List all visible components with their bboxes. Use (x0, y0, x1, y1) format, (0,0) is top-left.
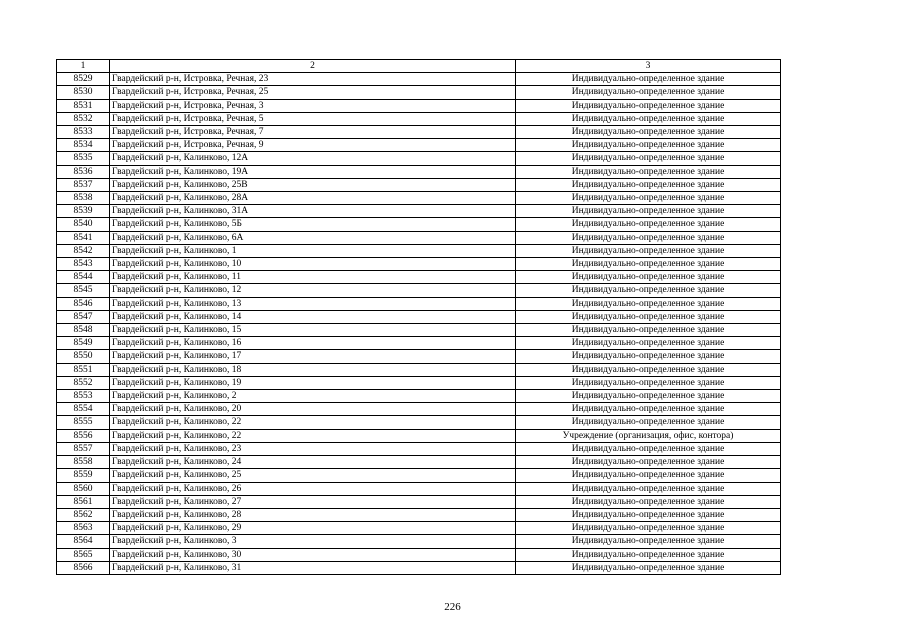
object-type-cell: Индивидуально-определенное здание (516, 403, 781, 416)
row-number-cell: 8558 (57, 456, 110, 469)
row-number-cell: 8556 (57, 429, 110, 442)
table-row (57, 310, 781, 323)
address-cell: Гвардейский р-н, Калинково, 12А (110, 152, 516, 165)
table-row (57, 231, 781, 244)
table-row (57, 178, 781, 191)
row-number-cell: 8553 (57, 390, 110, 403)
address-cell: Гвардейский р-н, Калинково, 24 (110, 456, 516, 469)
row-number-cell: 8562 (57, 508, 110, 521)
object-type-cell: Индивидуально-определенное здание (516, 337, 781, 350)
table-row (57, 403, 781, 416)
row-number-cell: 8543 (57, 258, 110, 271)
address-cell: Гвардейский р-н, Калинково, 29 (110, 522, 516, 535)
document-page (56, 59, 780, 575)
table-row (57, 218, 781, 231)
object-type-cell: Индивидуально-определенное здание (516, 178, 781, 191)
address-cell: Гвардейский р-н, Калинково, 19 (110, 376, 516, 389)
object-type-cell: Учреждение (организация, офис, контора) (516, 429, 781, 442)
object-type-cell: Индивидуально-определенное здание (516, 548, 781, 561)
row-number-cell: 8566 (57, 561, 110, 574)
address-cell: Гвардейский р-н, Калинково, 19А (110, 165, 516, 178)
table-row (57, 376, 781, 389)
address-cell: Гвардейский р-н, Истровка, Речная, 7 (110, 126, 516, 139)
address-cell: Гвардейский р-н, Калинково, 12 (110, 284, 516, 297)
address-cell: Гвардейский р-н, Истровка, Речная, 25 (110, 86, 516, 99)
table-row (57, 456, 781, 469)
row-number-cell: 8559 (57, 469, 110, 482)
table-row (57, 561, 781, 574)
row-number-cell: 8535 (57, 152, 110, 165)
row-number-cell: 8532 (57, 112, 110, 125)
object-type-cell: Индивидуально-определенное здание (516, 522, 781, 535)
object-type-cell: Индивидуально-определенное здание (516, 258, 781, 271)
address-cell: Гвардейский р-н, Калинково, 22 (110, 429, 516, 442)
row-number-cell: 8563 (57, 522, 110, 535)
row-number-cell: 8549 (57, 337, 110, 350)
table-row (57, 73, 781, 86)
table-row (57, 508, 781, 521)
table-row (57, 548, 781, 561)
address-cell: Гвардейский р-н, Калинково, 13 (110, 297, 516, 310)
table-row (57, 416, 781, 429)
address-cell: Гвардейский р-н, Калинково, 28А (110, 192, 516, 205)
row-number-cell: 8551 (57, 363, 110, 376)
row-number-cell: 8539 (57, 205, 110, 218)
table-row (57, 297, 781, 310)
table-row (57, 112, 781, 125)
address-cell: Гвардейский р-н, Калинково, 17 (110, 350, 516, 363)
row-number-cell: 8546 (57, 297, 110, 310)
address-cell: Гвардейский р-н, Истровка, Речная, 5 (110, 112, 516, 125)
row-number-cell: 8548 (57, 324, 110, 337)
object-type-cell: Индивидуально-определенное здание (516, 244, 781, 257)
address-cell: Гвардейский р-н, Истровка, Речная, 9 (110, 139, 516, 152)
object-type-cell: Индивидуально-определенное здание (516, 152, 781, 165)
address-cell: Гвардейский р-н, Калинково, 20 (110, 403, 516, 416)
object-type-cell: Индивидуально-определенное здание (516, 231, 781, 244)
table-row (57, 363, 781, 376)
table-row (57, 390, 781, 403)
row-number-cell: 8529 (57, 73, 110, 86)
object-type-cell: Индивидуально-определенное здание (516, 363, 781, 376)
object-type-cell: Индивидуально-определенное здание (516, 482, 781, 495)
row-number-cell: 8564 (57, 535, 110, 548)
object-type-cell: Индивидуально-определенное здание (516, 284, 781, 297)
table-row (57, 86, 781, 99)
table-body (57, 73, 781, 575)
table-header-row (57, 60, 781, 73)
table-row (57, 469, 781, 482)
address-cell: Гвардейский р-н, Калинково, 30 (110, 548, 516, 561)
address-cell: Гвардейский р-н, Калинково, 25В (110, 178, 516, 191)
row-number-cell: 8533 (57, 126, 110, 139)
table-row (57, 337, 781, 350)
registry-table (56, 59, 781, 575)
row-number-cell: 8541 (57, 231, 110, 244)
row-number-cell: 8547 (57, 310, 110, 323)
row-number-cell: 8565 (57, 548, 110, 561)
row-number-cell: 8554 (57, 403, 110, 416)
table-row (57, 258, 781, 271)
object-type-cell: Индивидуально-определенное здание (516, 165, 781, 178)
page-number: 226 (444, 601, 461, 613)
row-number-cell: 8550 (57, 350, 110, 363)
row-number-cell: 8560 (57, 482, 110, 495)
object-type-cell: Индивидуально-определенное здание (516, 350, 781, 363)
object-type-cell: Индивидуально-определенное здание (516, 469, 781, 482)
table-row (57, 495, 781, 508)
table-row (57, 284, 781, 297)
object-type-cell: Индивидуально-определенное здание (516, 139, 781, 152)
object-type-cell: Индивидуально-определенное здание (516, 126, 781, 139)
table-row (57, 350, 781, 363)
address-cell: Гвардейский р-н, Калинково, 3 (110, 535, 516, 548)
table-row (57, 482, 781, 495)
address-cell: Гвардейский р-н, Калинково, 25 (110, 469, 516, 482)
object-type-cell: Индивидуально-определенное здание (516, 99, 781, 112)
object-type-cell: Индивидуально-определенное здание (516, 73, 781, 86)
object-type-cell: Индивидуально-определенное здание (516, 324, 781, 337)
table-row (57, 192, 781, 205)
object-type-cell: Индивидуально-определенное здание (516, 86, 781, 99)
table-row (57, 429, 781, 442)
table-row (57, 535, 781, 548)
address-cell: Гвардейский р-н, Калинково, 2 (110, 390, 516, 403)
row-number-cell: 8555 (57, 416, 110, 429)
row-number-cell: 8542 (57, 244, 110, 257)
row-number-cell: 8552 (57, 376, 110, 389)
object-type-cell: Индивидуально-определенное здание (516, 456, 781, 469)
header-cell-1: 1 (57, 60, 110, 73)
address-cell: Гвардейский р-н, Калинково, 16 (110, 337, 516, 350)
table-row (57, 244, 781, 257)
object-type-cell: Индивидуально-определенное здание (516, 561, 781, 574)
row-number-cell: 8540 (57, 218, 110, 231)
header-cell-2: 2 (110, 60, 516, 73)
object-type-cell: Индивидуально-определенное здание (516, 535, 781, 548)
address-cell: Гвардейский р-н, Калинково, 18 (110, 363, 516, 376)
object-type-cell: Индивидуально-определенное здание (516, 192, 781, 205)
object-type-cell: Индивидуально-определенное здание (516, 442, 781, 455)
row-number-cell: 8545 (57, 284, 110, 297)
address-cell: Гвардейский р-н, Истровка, Речная, 23 (110, 73, 516, 86)
row-number-cell: 8537 (57, 178, 110, 191)
object-type-cell: Индивидуально-определенное здание (516, 376, 781, 389)
address-cell: Гвардейский р-н, Калинково, 6А (110, 231, 516, 244)
address-cell: Гвардейский р-н, Калинково, 10 (110, 258, 516, 271)
object-type-cell: Индивидуально-определенное здание (516, 271, 781, 284)
table-row (57, 205, 781, 218)
address-cell: Гвардейский р-н, Калинково, 1 (110, 244, 516, 257)
table-row (57, 126, 781, 139)
object-type-cell: Индивидуально-определенное здание (516, 508, 781, 521)
object-type-cell: Индивидуально-определенное здание (516, 390, 781, 403)
object-type-cell: Индивидуально-определенное здание (516, 495, 781, 508)
address-cell: Гвардейский р-н, Калинково, 31А (110, 205, 516, 218)
table-row (57, 522, 781, 535)
address-cell: Гвардейский р-н, Калинково, 23 (110, 442, 516, 455)
table-row (57, 152, 781, 165)
row-number-cell: 8557 (57, 442, 110, 455)
table-row (57, 99, 781, 112)
row-number-cell: 8536 (57, 165, 110, 178)
row-number-cell: 8561 (57, 495, 110, 508)
table-row (57, 165, 781, 178)
object-type-cell: Индивидуально-определенное здание (516, 310, 781, 323)
object-type-cell: Индивидуально-определенное здание (516, 297, 781, 310)
address-cell: Гвардейский р-н, Калинково, 28 (110, 508, 516, 521)
address-cell: Гвардейский р-н, Калинково, 31 (110, 561, 516, 574)
header-cell-3: 3 (516, 60, 781, 73)
address-cell: Гвардейский р-н, Калинково, 26 (110, 482, 516, 495)
object-type-cell: Индивидуально-определенное здание (516, 112, 781, 125)
object-type-cell: Индивидуально-определенное здание (516, 416, 781, 429)
row-number-cell: 8538 (57, 192, 110, 205)
table-row (57, 139, 781, 152)
table-row (57, 324, 781, 337)
row-number-cell: 8534 (57, 139, 110, 152)
address-cell: Гвардейский р-н, Калинково, 27 (110, 495, 516, 508)
table-row (57, 271, 781, 284)
row-number-cell: 8544 (57, 271, 110, 284)
address-cell: Гвардейский р-н, Калинково, 22 (110, 416, 516, 429)
address-cell: Гвардейский р-н, Калинково, 5Б (110, 218, 516, 231)
address-cell: Гвардейский р-н, Калинково, 15 (110, 324, 516, 337)
row-number-cell: 8531 (57, 99, 110, 112)
address-cell: Гвардейский р-н, Истровка, Речная, 3 (110, 99, 516, 112)
object-type-cell: Индивидуально-определенное здание (516, 205, 781, 218)
object-type-cell: Индивидуально-определенное здание (516, 218, 781, 231)
row-number-cell: 8530 (57, 86, 110, 99)
address-cell: Гвардейский р-н, Калинково, 11 (110, 271, 516, 284)
table-row (57, 442, 781, 455)
address-cell: Гвардейский р-н, Калинково, 14 (110, 310, 516, 323)
